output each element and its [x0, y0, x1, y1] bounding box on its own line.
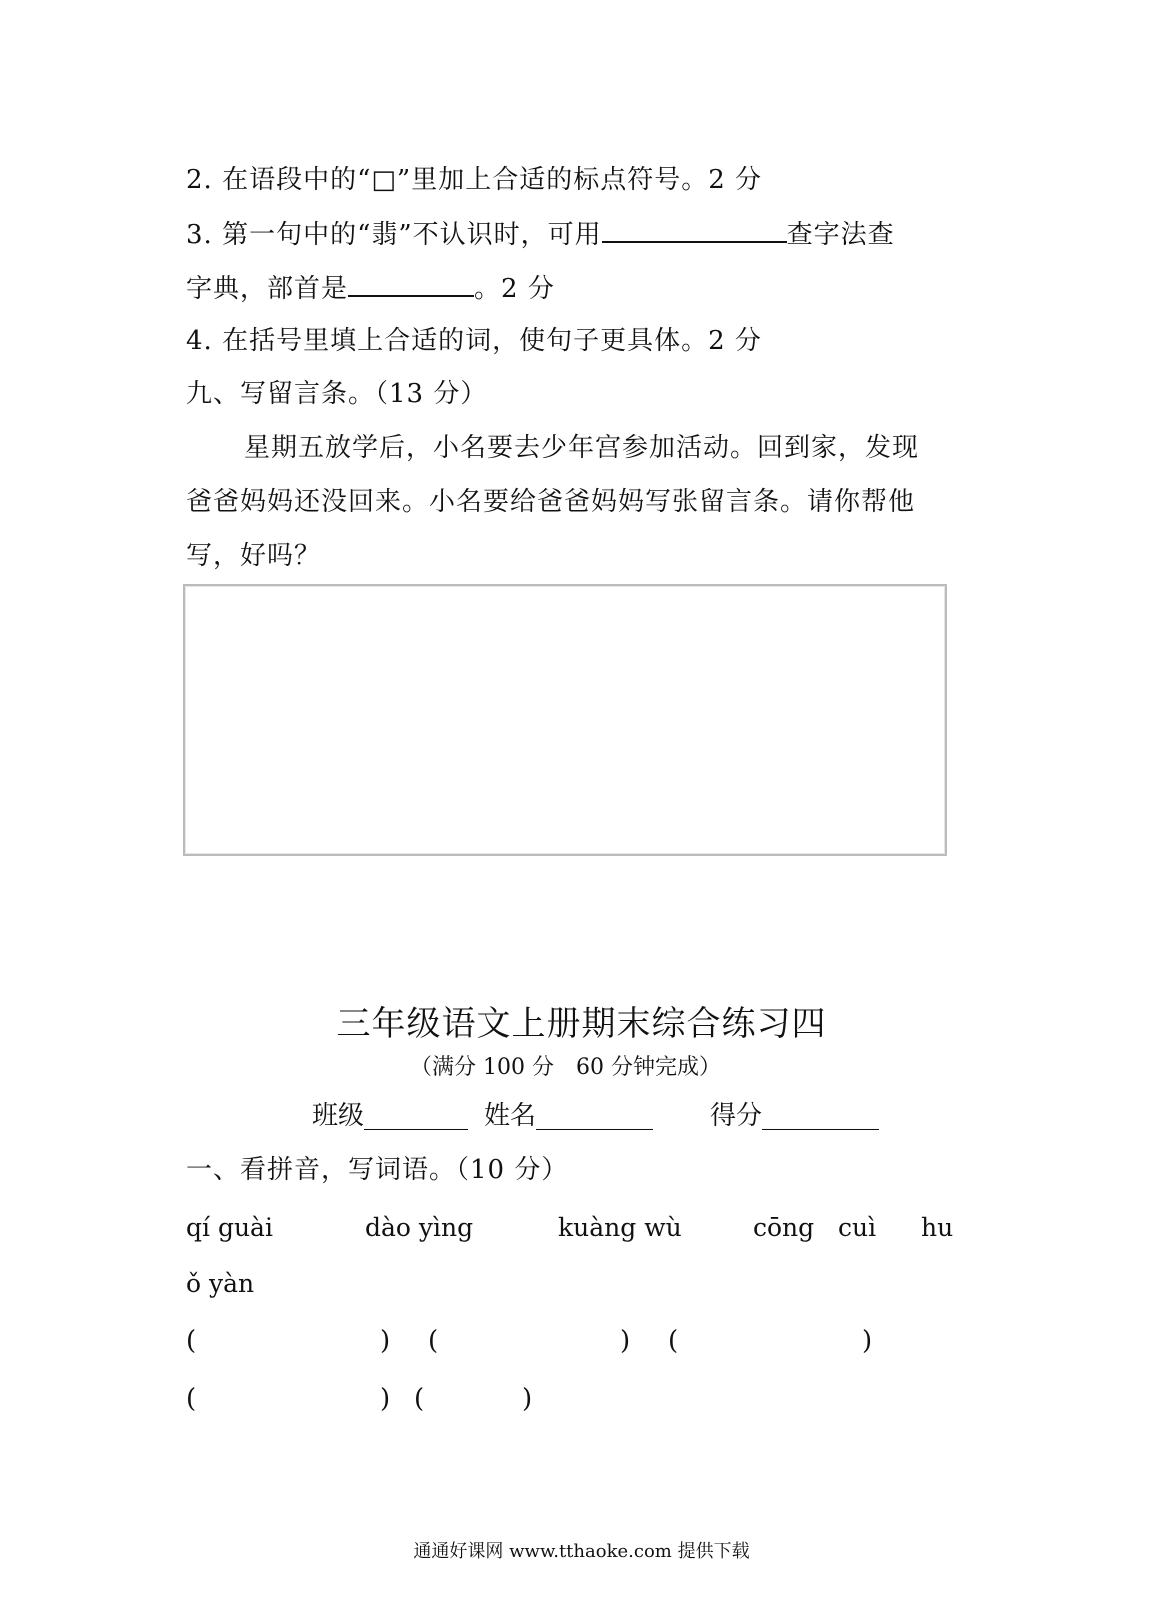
answer-paren-open-3[interactable]: (: [668, 1326, 679, 1356]
question-3-text-line2: 字典，部首是: [186, 274, 349, 304]
pinyin-5a: hu: [921, 1213, 954, 1242]
pinyin-3: kuàng wù: [558, 1213, 682, 1242]
section-1-heading: 一、看拼音，写词语。（10 分）: [186, 1155, 569, 1185]
answer-paren-close-1[interactable]: ): [380, 1326, 391, 1356]
footer-credit: 通通好课网 www.tthaoke.com 提供下载: [413, 1541, 750, 1562]
pinyin-5b: ǒ yàn: [186, 1269, 255, 1298]
question-3: [186, 217, 895, 251]
answer-paren-open-5[interactable]: (: [414, 1384, 425, 1414]
section-9-heading: 九、写留言条。（13 分）: [186, 379, 488, 409]
exam-title: 三年级语文上册期末综合练习四: [336, 1004, 827, 1044]
pinyin-2: dào yìng: [365, 1213, 474, 1242]
answer-paren-close-2[interactable]: ): [620, 1326, 631, 1356]
section-9-paragraph-line2: 爸爸妈妈还没回来。小名要给爸爸妈妈写张留言条。请你帮他: [186, 487, 916, 517]
lookup-method-blank[interactable]: [602, 217, 787, 243]
pinyin-4a: cōng: [753, 1213, 815, 1242]
answer-paren-close-3[interactable]: ): [862, 1326, 873, 1356]
question-4: 4. 在括号里填上合适的词，使句子更具体。2 分: [186, 326, 762, 356]
score-field[interactable]: 得分_________: [710, 1101, 880, 1131]
exam-subtitle: （满分 100 分 60 分钟完成）: [410, 1055, 721, 1080]
name-field[interactable]: 姓名_________: [484, 1101, 654, 1131]
question-2: 2. 在语段中的“□”里加上合适的标点符号。2 分: [186, 165, 763, 195]
question-3-line2: [186, 271, 555, 305]
answer-paren-close-5[interactable]: ): [522, 1384, 533, 1414]
section-9-paragraph-line1: 星期五放学后，小名要去少年宫参加活动。回到家，发现: [244, 433, 920, 463]
question-3-text: 3. 第一句中的“翡”不认识时，可用: [186, 220, 602, 250]
question-3-text-cont: 查字法查: [786, 220, 895, 250]
class-field[interactable]: 班级________: [312, 1101, 469, 1131]
answer-paren-open-1[interactable]: (: [186, 1326, 197, 1356]
section-9-paragraph-line3: 写，好吗？: [186, 541, 322, 571]
answer-paren-open-2[interactable]: (: [428, 1326, 439, 1356]
note-answer-box[interactable]: [183, 584, 947, 856]
question-3-score: 。2 分: [474, 274, 555, 304]
radical-blank[interactable]: [348, 271, 474, 297]
pinyin-1: qí guài: [186, 1213, 273, 1242]
answer-paren-close-4[interactable]: ): [380, 1384, 391, 1414]
answer-paren-open-4[interactable]: (: [186, 1384, 197, 1414]
pinyin-4b: cuì: [838, 1213, 877, 1242]
